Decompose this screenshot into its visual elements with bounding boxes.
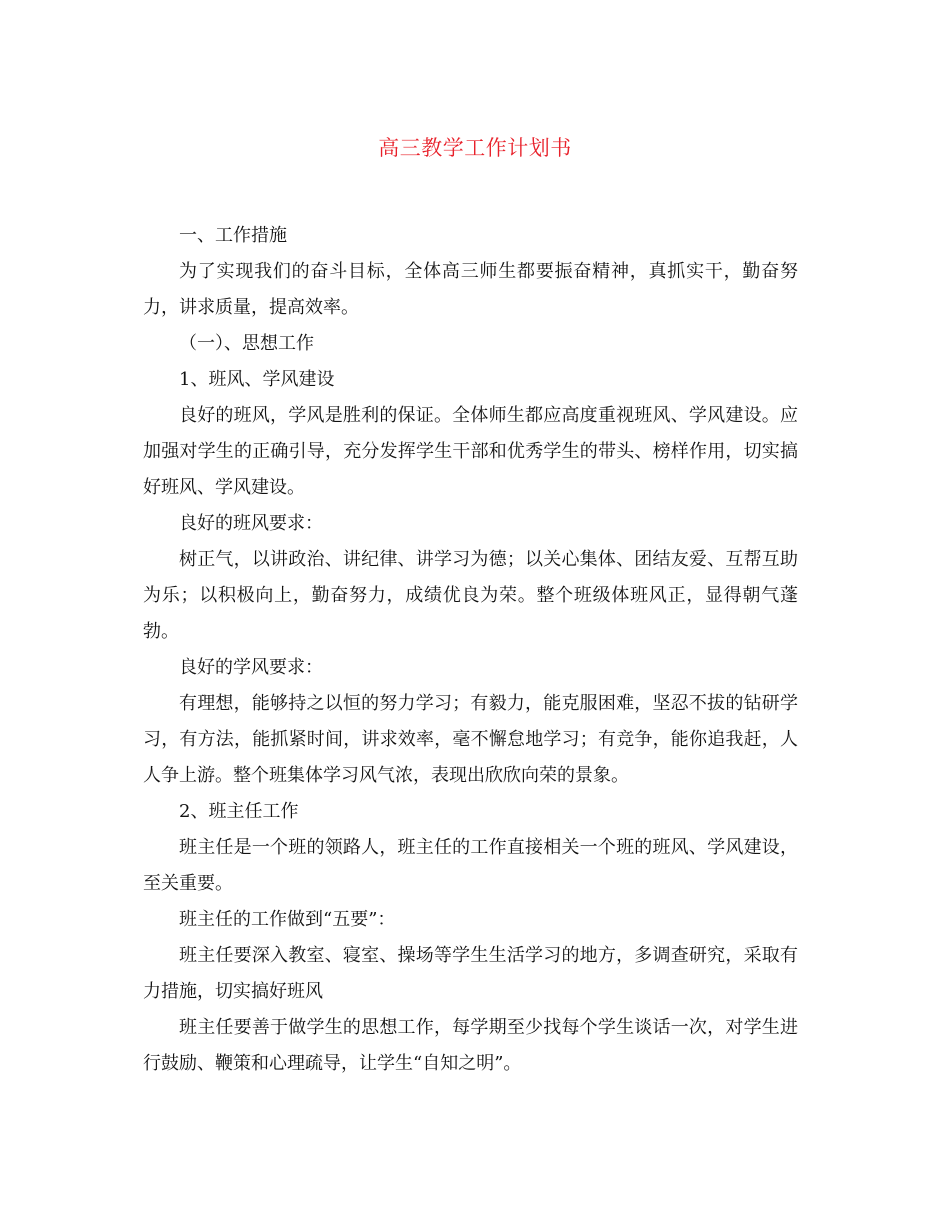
heading-ideological-work: （一）、思想工作: [179, 333, 314, 354]
paragraph-must-two: 班主任要善于做学生的思想工作，每学期至少找每个学生谈话一次，对学生进行鼓励、鞭策和心理疏导，让学生“自知之明”。: [143, 1017, 798, 1074]
paragraph-goal: 为了实现我们的奋斗目标，全体高三师生都要振奋精神，真抓实干，勤奋努力，讲求质量，提高效率。: [143, 261, 798, 318]
heading-class-requirements: 良好的班风要求：: [179, 513, 323, 534]
paragraph-head-teacher-role: 班主任是一个班的领路人，班主任的工作直接相关一个班的班风、学风建设，至关重要。: [143, 837, 798, 894]
heading-work-measures: 一、工作措施: [179, 225, 287, 246]
document-title: 高三教学工作计划书: [378, 136, 572, 160]
heading-class-style: 1、班风、学风建设: [179, 369, 335, 390]
paragraph-class-requirements: 树正气，以讲政治、讲纪律、讲学习为德；以关心集体、团结友爱、互帮互助为乐；以积极向上，勤奋努力，成绩优良为荣。整个班级体班风正，显得朝气蓬勃。: [143, 549, 798, 642]
heading-five-musts: 班主任的工作做到“五要”：: [179, 909, 396, 930]
heading-head-teacher-work: 2、班主任工作: [179, 801, 299, 822]
paragraph-study-requirements: 有理想，能够持之以恒的努力学习；有毅力，能克服困难，坚忍不拔的钻研学习，有方法，能抓紧时间，讲求效率，毫不懈怠地学习；有竞争，能你追我赶，人人争上游。整个班集体学习风气浓，表现出欣欣向荣的景象。: [143, 693, 798, 786]
heading-study-requirements: 良好的学风要求：: [179, 657, 323, 678]
document-body: [143, 218, 798, 1082]
paragraph-class-style: 良好的班风，学风是胜利的保证。全体师生都应高度重视班风、学风建设。应加强对学生的正确引导，充分发挥学生干部和优秀学生的带头、榜样作用，切实搞好班风、学风建设。: [143, 405, 798, 498]
paragraph-must-one: 班主任要深入教室、寝室、操场等学生生活学习的地方，多调查研究，采取有力措施，切实搞好班风: [143, 945, 798, 1002]
